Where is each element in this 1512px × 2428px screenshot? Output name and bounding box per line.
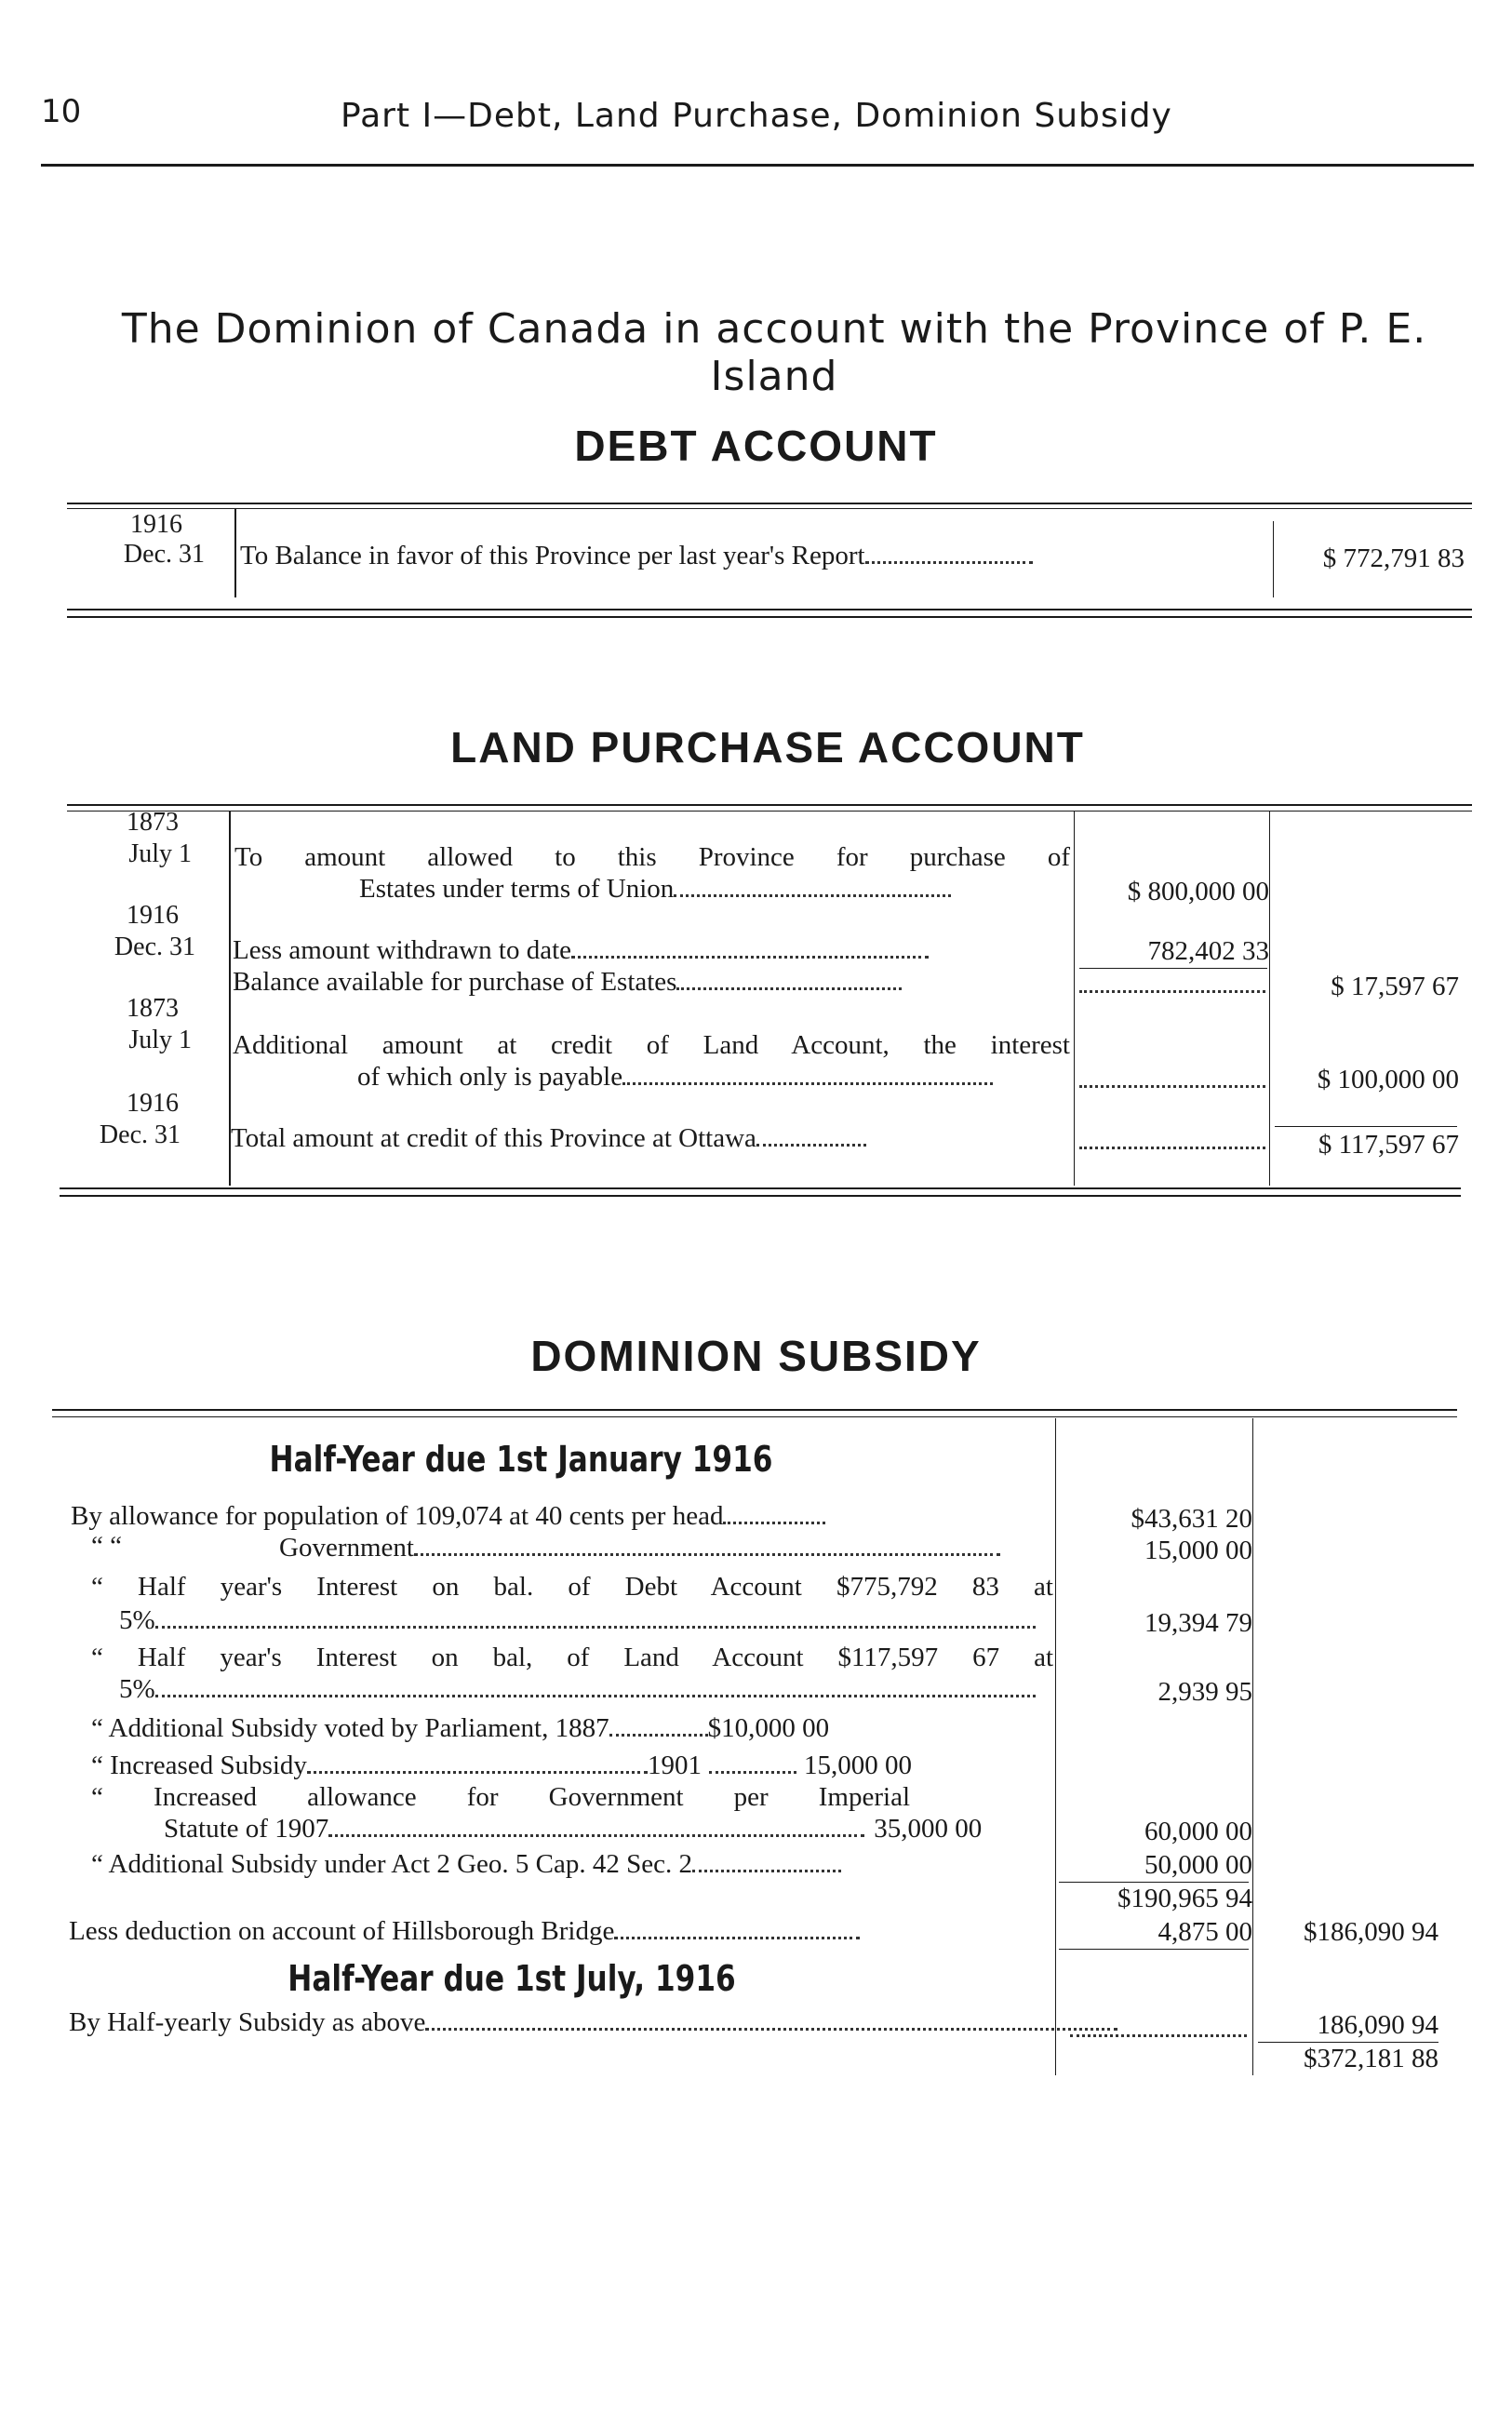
land-r4-year: 1873 [127,994,179,1023]
debt-top-rule-2 [67,508,1472,509]
land-bottom-rule [60,1187,1461,1189]
subsidy-line-4-amount: 2,939 95 [1157,1677,1252,1707]
land-r5-text: Total amount at credit of this Province at Ottawa [231,1123,756,1153]
subsidy-line-2 [279,1532,1000,1563]
subsidy-top-rule-2 [52,1416,1457,1417]
land-r4-line2-text: of which only is payable [357,1062,623,1092]
land-r5-entry [231,1122,866,1154]
subsidy-col2-divider [1252,1418,1253,2075]
subsidy-line-3a: “ Half year's Interest on bal. of Debt Account $775,792 83 at [91,1572,1053,1602]
subsidy-line-2-amount: 15,000 00 [1144,1536,1252,1565]
subsidy-line-4b [119,1673,1036,1705]
subsidy-line-9-amount: 4,875 00 [1157,1917,1252,1947]
land-r4-date: July 1 [128,1026,192,1054]
subsidy-line-8-text: “ Additional Subsidy under Act 2 Geo. 5 Cap. 42 Sec. 2 [91,1849,692,1879]
land-r1-line2 [359,873,951,905]
land-r1-line2-text: Estates under terms of Union [359,874,675,904]
land-r1-date: July 1 [128,839,192,868]
subsidy-total-rule [1258,2042,1438,2043]
subsidy-line-7b-text: Statute of 1907 [164,1814,329,1844]
subsidy-line-1-amount: $43,631 20 [1131,1504,1252,1534]
subsidy-line-6-text: “ Increased Subsidy [91,1751,307,1780]
land-r3-text: Balance available for purchase of Estates [233,967,677,997]
subsidy-line-9-total: $186,090 94 [1304,1917,1438,1947]
debt-account-heading: DEBT ACCOUNT [574,422,938,470]
subsidy-line-7-inner: 35,000 00 [874,1814,983,1844]
subsidy-line-6-year: 1901 [647,1751,702,1780]
subsidy-line-7a: “ Increased allowance for Government per Imperial [91,1782,910,1812]
subsidy-line-3b [119,1604,1036,1636]
subsidy-line-7b [164,1813,982,1844]
subsidy-line-5-inner: $10,000 00 [707,1713,830,1743]
subsidy-deduction-rule [1059,1949,1249,1950]
debt-amount: $ 772,791 83 [1322,543,1465,573]
subsidy-subheading-jul: Half-Year due 1st July, 1916 [288,1958,736,1999]
subsidy-line-6 [91,1750,912,1781]
subsidy-line-2-marks: “ “ [91,1531,122,1561]
land-r3-total: $ 17,597 67 [1331,972,1459,1001]
subsidy-line-8 [91,1848,841,1880]
debt-bottom-rule-2 [67,616,1472,618]
land-r3-entry [233,966,902,998]
subsidy-line-4b-text: 5% [119,1674,155,1704]
land-top-rule-2 [67,811,1472,812]
subsidy-line-10 [69,2006,1117,2038]
subsidy-col1-divider [1055,1418,1056,2075]
land-top-rule [67,804,1472,806]
subsidy-heading: DOMINION SUBSIDY [530,1332,982,1380]
subsidy-line-7-amount: 60,000 00 [1144,1817,1252,1846]
land-r2-date: Dec. 31 [114,932,195,961]
land-r1-line1: To amount allowed to this Province for purchase of [234,842,1070,872]
land-r2-underline [1079,968,1267,969]
debt-year: 1916 [130,510,182,539]
page-number: 10 [41,93,82,130]
land-r5-overline [1275,1126,1457,1127]
subsidy-line-8-amount: 50,000 00 [1144,1850,1252,1880]
debt-top-rule [67,503,1472,504]
header-rule [41,164,1474,167]
land-col2-divider [1269,812,1270,1186]
land-r1-amount: $ 800,000 00 [1127,877,1269,906]
subsidy-line-5-text: “ Additional Subsidy voted by Parliament, 1887 [91,1713,609,1743]
subsidy-line-9 [69,1915,860,1947]
debt-entry [240,540,1033,571]
subsidy-line-1-text: By allowance for population of 109,074 at 40 cents per head [71,1501,724,1531]
debt-date: Dec. 31 [123,540,205,569]
land-r1-year: 1873 [127,808,179,837]
land-r5-year: 1916 [127,1089,179,1118]
land-bottom-rule-2 [60,1195,1461,1197]
subsidy-line-6-inner: 15,000 00 [803,1751,912,1780]
subsidy-subtotal: $190,965 94 [1117,1884,1252,1913]
land-r2-year: 1916 [127,901,179,930]
debt-amount-divider [1273,521,1274,597]
land-r5-date: Dec. 31 [99,1120,181,1149]
land-r4-total: $ 100,000 00 [1317,1065,1459,1094]
land-r4-line1: Additional amount at credit of Land Account, the interest [233,1030,1070,1060]
page-title: The Dominion of Canada in account with the Province of P. E. Island [121,305,1427,400]
subsidy-line-5 [91,1712,829,1744]
subsidy-line-4a: “ Half year's Interest on bal, of Land Account $117,597 67 at [91,1643,1053,1672]
debt-entry-text: To Balance in favor of this Province per last year's Report [240,541,865,570]
land-r2-amount: 782,402 33 [1147,936,1269,966]
subsidy-subheading-jan: Half-Year due 1st January 1916 [269,1439,773,1480]
subsidy-line-1 [71,1500,825,1532]
subsidy-line-10-total: 186,090 94 [1317,2010,1438,2040]
subsidy-line-3b-text: 5% [119,1605,155,1635]
debt-bottom-rule [67,609,1472,610]
subsidy-line-2-text: Government [279,1533,414,1563]
running-title: Part I—Debt, Land Purchase, Dominion Subsidy [341,97,1172,135]
subsidy-top-rule [52,1409,1457,1411]
subsidy-line-9-text: Less deduction on account of Hillsborough Bridge [69,1916,615,1946]
land-r2-text: Less amount withdrawn to date [233,935,572,965]
land-col1-divider [1074,812,1075,1186]
land-r4-line2 [357,1061,993,1093]
subsidy-line-10-text: By Half-yearly Subsidy as above [69,2007,426,2037]
land-r5-total: $ 117,597 67 [1318,1130,1459,1160]
debt-date-divider [234,508,236,597]
subsidy-grand-total: $372,181 88 [1304,2044,1438,2073]
subsidy-subtotal-rule [1059,1882,1249,1883]
subsidy-line-3-amount: 19,394 79 [1144,1608,1252,1638]
land-account-heading: LAND PURCHASE ACCOUNT [450,723,1085,771]
land-r2-entry [233,934,929,966]
